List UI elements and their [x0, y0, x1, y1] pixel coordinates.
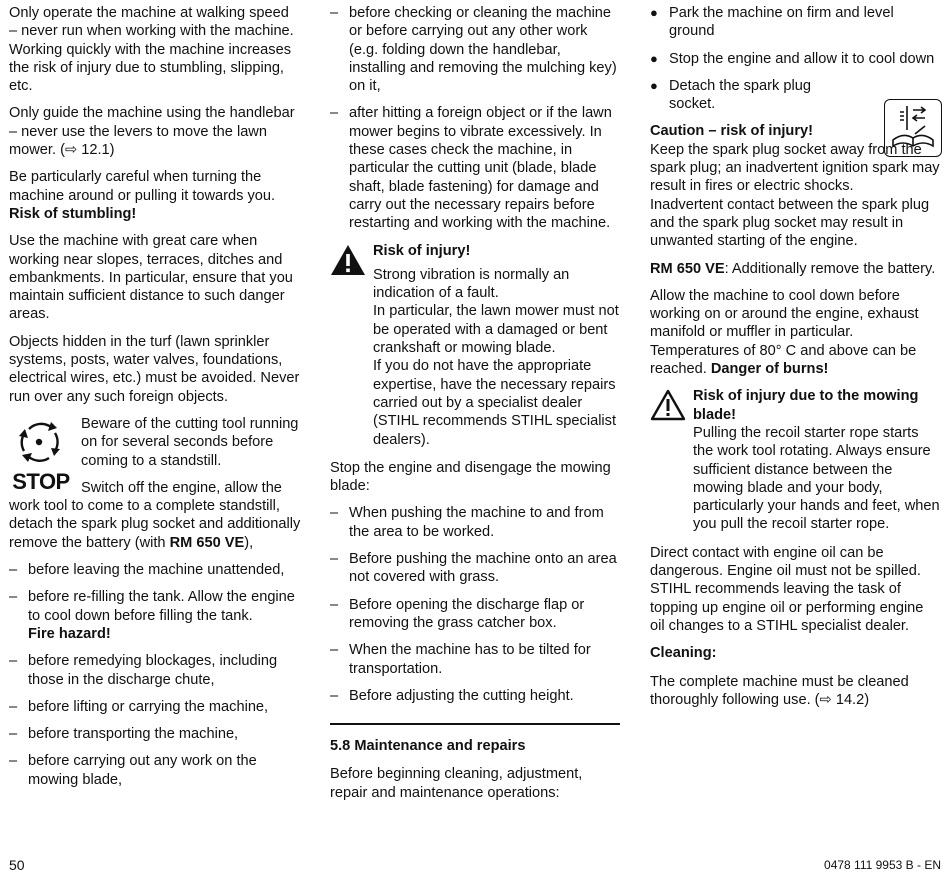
warning-triangle-outline-icon [650, 387, 693, 533]
warning-triangle-icon [330, 242, 373, 449]
list-item [9, 652, 301, 689]
dash-marker: – [330, 551, 339, 568]
list-item [330, 104, 620, 232]
list-item-text: before checking or cleaning the machine or before carrying out any other work (e.g. folding down the handlebar, installing and removing the mulching key) on it, [349, 5, 617, 95]
paragraph-engine-oil: Direct contact with engine oil can be dangerous. Engine oil must not be spilled. STIHL recommends leaving the task of topping up engine oil or performing engine oil changes to a STIHL specialist dealer. [650, 544, 924, 634]
warning-text: Pulling the recoil starter rope starts the work tool rotating. Always ensure sufficient distance between the mowing blade and your body, particularly your hands and feet, when you pull the recoil starter rope. [693, 424, 940, 533]
list-item [330, 4, 620, 95]
dash-marker: – [330, 5, 339, 21]
list-item [330, 504, 620, 541]
warning-text: If you do not have the appropriate expertise, have the necessary repairs carried out by a specialist dealer (STIHL recommends STIHL specialist dealers). [373, 358, 617, 448]
paragraph-battery [650, 260, 942, 278]
dash-marker: – [330, 687, 339, 704]
list-item-text: before remedying blockages, including those in the discharge chute, [28, 653, 278, 688]
paragraph-hidden-objects: Objects hidden in the turf (lawn sprinkler systems, posts, water valves, foundations, electrical wires, etc.) must be avoided. Never run over any such foreign objects. [9, 333, 300, 405]
list-item [650, 4, 942, 41]
stop-rotating-blade-icon [9, 417, 73, 493]
list-item [9, 698, 301, 716]
dash-marker: – [9, 753, 18, 770]
list-item [330, 687, 620, 705]
paragraph-turning-text: Be particularly careful when turning the machine around or pulling it towards you. [9, 169, 276, 204]
paragraph-walking-speed: Only operate the machine at walking speed – never run when working with the machine. Working quickly with the machine increases the risk of injury due to stumbling, slipping, etc. [9, 5, 294, 95]
column-right [650, 4, 942, 718]
paragraph-turning [9, 168, 301, 223]
list-item-text: before lifting or carrying the machine, [28, 698, 269, 715]
list-item [9, 588, 301, 643]
dash-marker: – [9, 726, 18, 743]
caution-paragraph: Inadvertent contact between the spark plug and the spark plug socket may result in unwanted starting of the engine. [650, 196, 930, 250]
dash-marker: – [330, 505, 339, 522]
document-code: 0478 111 9953 B - EN [824, 858, 941, 872]
paragraph-cool-down-text: Allow the machine to cool down before working on or around the engine, exhaust manifold or muffler in particular. Temperatures of 80° C and above can be reached. [650, 287, 919, 378]
dash-marker: – [9, 562, 18, 579]
list-item-text: after hitting a foreign object or if the lawn mower begins to vibrate excessively. In these cases check the machine, in particular the cutting unit (blade, blade shaft, blade fastening) for damage and carry out the necessary repairs before restarting and working with the machine. [349, 105, 612, 232]
list-item [9, 752, 301, 789]
list-item [650, 77, 840, 114]
paragraph-battery-text: : Additionally remove the battery. [724, 260, 936, 277]
warning-title: Risk of injury! [373, 242, 471, 259]
column-left [9, 4, 301, 798]
list-item-text: When the machine has to be tilted for transportation. [349, 642, 591, 677]
list-item-text: Before pushing the machine onto an area not covered with grass. [349, 551, 617, 586]
caution-paragraph: Keep the spark plug socket away from the spark plug; an inadvertent ignition spark may result in fires or electric shocks. [650, 141, 940, 195]
paragraph-cool-down [650, 287, 942, 378]
cleaning-heading: Cleaning: [650, 645, 717, 662]
model-name: RM 650 VE [650, 260, 725, 277]
list-item-text-body: before re-filling the tank. Allow the engine to cool down before filling the tank. [28, 589, 295, 624]
bullet-marker: ● [650, 77, 658, 93]
bullet-marker: ● [650, 50, 658, 66]
dash-marker: – [9, 589, 18, 606]
warning-text: In particular, the lawn mower must not be operated with a damaged or bent crankshaft or mowing blade. [373, 303, 619, 357]
list-item-text: Stop the engine and allow it to cool down [669, 50, 935, 67]
list-item-text [28, 588, 301, 643]
paragraph-switch-off-text: Switch off the engine, allow the work tool to come to a complete standstill, detach the spark plug socket and additionally remove the battery (with [9, 479, 301, 551]
caution-title: Caution – risk of injury! [650, 123, 813, 140]
list-item-text: before carrying out any work on the mowing blade, [28, 753, 257, 788]
paragraph-handlebar: Only guide the machine using the handlebar – never use the levers to move the lawn mower. (⇨ 12.1) [9, 105, 295, 159]
list-item [330, 641, 620, 678]
list-item-text: When pushing the machine to and from the area to be worked. [349, 505, 604, 540]
paragraph-slopes: Use the machine with great care when working near slopes, terraces, ditches and embankments. In particular, ensure that you maintain sufficient distance to such danger areas. [9, 233, 293, 323]
section-heading: 5.8 Maintenance and repairs [330, 738, 526, 755]
paragraph-maintenance-intro: Before beginning cleaning, adjustment, repair and maintenance operations: [330, 766, 583, 801]
list-item-text: before transporting the machine, [28, 726, 239, 743]
dash-marker: – [9, 698, 18, 715]
column-middle [330, 4, 620, 811]
dash-marker: – [330, 642, 339, 659]
dash-marker: – [330, 105, 339, 122]
warning-block-vibration [330, 242, 620, 449]
warning-text: Strong vibration is normally an indication of a fault. [373, 266, 570, 302]
burns-warning: Danger of burns! [710, 361, 829, 378]
paragraph-stop-engine: Stop the engine and disengage the mowing blade: [330, 459, 611, 495]
warning-block-mowing-blade [650, 387, 942, 533]
dash-marker: – [330, 596, 339, 613]
list-item-text: Before opening the discharge flap or removing the grass catcher box. [349, 596, 585, 631]
stop-block [9, 415, 301, 552]
warning-title: Risk of injury due to the mowing blade! [693, 388, 919, 423]
stumbling-warning: Risk of stumbling! [9, 205, 137, 222]
section-divider [330, 723, 620, 725]
paragraph-cleaning: The complete machine must be cleaned thoroughly following use. (⇨ 14.2) [650, 673, 909, 708]
page-number: 50 [9, 857, 25, 873]
list-item-text: Before adjusting the cutting height. [349, 687, 574, 704]
list-item [9, 561, 301, 579]
list-item [330, 550, 620, 587]
paragraph-cutting-tool: Beware of the cutting tool running on for several seconds before coming to a standstill. [81, 415, 299, 469]
list-item-text: Detach the spark plug socket. [669, 77, 811, 113]
list-item [330, 596, 620, 633]
paragraph-switch-off-end: ), [244, 534, 254, 551]
model-name: RM 650 VE [169, 534, 245, 551]
stop-label: STOP [12, 468, 70, 494]
list-item [9, 725, 301, 743]
list-item-text: Park the machine on firm and level ground [669, 5, 894, 40]
dash-marker: – [9, 653, 18, 670]
bullet-marker: ● [650, 5, 658, 20]
list-item [650, 50, 942, 68]
list-item-text: before leaving the machine unattended, [28, 562, 285, 579]
fire-hazard-warning: Fire hazard! [28, 625, 111, 642]
spark-plug-manual-icon [884, 99, 942, 157]
